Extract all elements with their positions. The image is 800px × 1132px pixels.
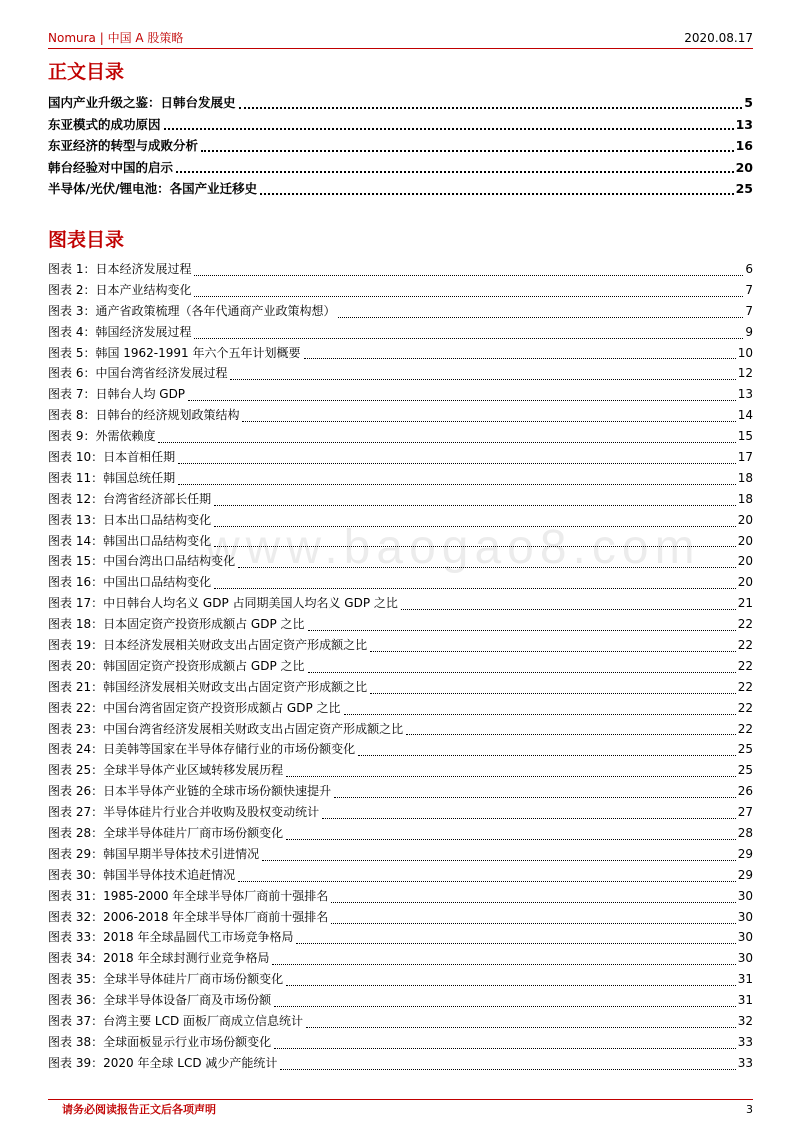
- figure-entry-page: 29: [737, 867, 753, 882]
- figure-entry-title: 图表 33：2018 年全球晶圆代工市场竞争格局: [48, 930, 294, 945]
- dot-leader: [308, 630, 736, 631]
- figure-entry-title: 图表 2：日本产业结构变化: [48, 282, 192, 297]
- figure-entry-title: 图表 22：中国台湾省固定资产投资形成额占 GDP 之比: [48, 700, 341, 715]
- figure-entry-page: 20: [737, 512, 753, 527]
- figure-index-list: [48, 259, 753, 1074]
- figure-entry-page: 14: [737, 408, 753, 423]
- dot-leader: [358, 755, 736, 756]
- figure-entry-title: 图表 19：日本经济发展相关财政支出占固定资产形成额之比: [48, 638, 368, 653]
- dot-leader: [331, 923, 735, 924]
- figure-entry-title: 图表 29：韩国早期半导体技术引进情况: [48, 846, 260, 861]
- figure-entry-title: 图表 21：韩国经济发展相关财政支出占固定资产形成额之比: [48, 679, 368, 694]
- figure-entry[interactable]: [48, 1011, 753, 1032]
- figure-entry[interactable]: [48, 384, 753, 405]
- disclaimer-note: 请务必阅读报告正文后各项声明: [62, 1103, 216, 1116]
- toc-entry-page: 13: [735, 116, 753, 132]
- dot-leader: [272, 964, 735, 965]
- dot-leader: [214, 588, 736, 589]
- dot-leader: [158, 442, 735, 443]
- toc-entry[interactable]: [48, 114, 753, 136]
- figure-entry-title: 图表 23：中国台湾省经济发展相关财政支出占固定资产形成额之比: [48, 721, 404, 736]
- figure-entry[interactable]: [48, 823, 753, 844]
- toc-entry-title: 东亚模式的成功原因: [48, 116, 161, 132]
- dot-leader: [406, 734, 736, 735]
- figure-entry[interactable]: [48, 259, 753, 280]
- page-header: [48, 30, 753, 46]
- figure-entry[interactable]: [48, 426, 753, 447]
- figure-entry[interactable]: [48, 677, 753, 698]
- toc-entry-page: 20: [735, 159, 753, 175]
- figure-entry-title: 图表 9：外需依赖度: [48, 429, 156, 444]
- dot-leader: [286, 985, 736, 986]
- figure-entry-page: 31: [737, 993, 753, 1008]
- figure-entry-page: 22: [737, 721, 753, 736]
- dot-leader: [230, 379, 735, 380]
- dot-leader: [370, 651, 736, 652]
- figure-entry-title: 图表 17：中日韩台人均名义 GDP 占同期美国人均名义 GDP 之比: [48, 596, 398, 611]
- figure-entry-title: 图表 5：韩国 1962-1991 年六个五年计划概要: [48, 345, 301, 360]
- figure-entry-page: 9: [745, 324, 753, 339]
- dot-leader: [238, 881, 736, 882]
- figure-entry-page: 7: [745, 303, 753, 318]
- figure-index-heading: 图表目录: [48, 229, 125, 251]
- dot-leader: [164, 128, 734, 130]
- figure-entry[interactable]: [48, 865, 753, 886]
- toc-list: [48, 92, 753, 200]
- figure-entry-page: 20: [737, 554, 753, 569]
- figure-entry[interactable]: [48, 1032, 753, 1053]
- figure-entry[interactable]: [48, 656, 753, 677]
- footer-divider: [48, 1099, 753, 1100]
- toc-entry-page: 25: [735, 181, 753, 197]
- dot-leader: [306, 1027, 736, 1028]
- dot-leader: [260, 193, 733, 195]
- figure-entry-title: 图表 1：日本经济发展过程: [48, 261, 192, 276]
- figure-entry[interactable]: [48, 301, 753, 322]
- figure-entry-title: 图表 26：日本半导体产业链的全球市场份额快速提升: [48, 784, 332, 799]
- dot-leader: [274, 1048, 736, 1049]
- figure-entry-title: 图表 20：韩国固定资产投资形成额占 GDP 之比: [48, 658, 305, 673]
- figure-entry-title: 图表 35：全球半导体硅片厂商市场份额变化: [48, 972, 284, 987]
- dot-leader: [274, 1006, 736, 1007]
- toc-entry[interactable]: [48, 92, 753, 114]
- dot-leader: [331, 902, 735, 903]
- toc-entry-page: 5: [744, 95, 753, 110]
- figure-entry-title: 图表 14：韩国出口品结构变化: [48, 533, 212, 548]
- dot-leader: [401, 609, 736, 610]
- figure-entry-page: 33: [737, 1055, 753, 1070]
- dot-leader: [322, 818, 736, 819]
- figure-entry[interactable]: [48, 322, 753, 343]
- figure-entry-page: 31: [737, 972, 753, 987]
- dot-leader: [214, 505, 736, 506]
- dot-leader: [370, 693, 736, 694]
- dot-leader: [188, 400, 736, 401]
- figure-entry-page: 12: [737, 366, 753, 381]
- figure-entry-page: 17: [737, 450, 753, 464]
- dot-leader: [194, 296, 743, 297]
- figure-entry-title: 图表 12：台湾省经济部长任期: [48, 491, 212, 506]
- figure-entry-page: 22: [737, 617, 753, 632]
- figure-entry-page: 22: [737, 658, 753, 673]
- figure-entry-page: 18: [737, 470, 753, 485]
- dot-leader: [334, 797, 736, 798]
- figure-entry-page: 7: [745, 282, 753, 297]
- figure-entry-page: 29: [737, 846, 753, 861]
- figure-entry[interactable]: [48, 802, 753, 823]
- toc-entry[interactable]: [48, 178, 753, 200]
- figure-entry-page: 15: [737, 429, 753, 444]
- figure-entry[interactable]: [48, 572, 753, 593]
- figure-entry-page: 27: [737, 805, 753, 820]
- page-number: 3: [746, 1103, 753, 1116]
- figure-entry-title: 图表 39：2020 年全球 LCD 减少产能统计: [48, 1055, 278, 1070]
- toc-entry[interactable]: [48, 157, 753, 179]
- figure-entry-page: 18: [737, 491, 753, 506]
- figure-entry-title: 图表 24：日美韩等国家在半导体存储行业的市场份额变化: [48, 742, 356, 757]
- figure-entry[interactable]: [48, 635, 753, 656]
- figure-entry-page: 32: [737, 1014, 753, 1029]
- figure-entry-title: 图表 34：2018 年全球封测行业竞争格局: [48, 951, 270, 966]
- dot-leader: [262, 860, 736, 861]
- figure-entry-title: 图表 13：日本出口品结构变化: [48, 512, 212, 527]
- figure-entry-page: 33: [737, 1034, 753, 1049]
- figure-entry-page: 28: [737, 826, 753, 841]
- figure-entry[interactable]: [48, 468, 753, 489]
- figure-entry-page: 30: [737, 888, 753, 903]
- figure-entry-title: 图表 15：中国台湾出口品结构变化: [48, 554, 236, 569]
- figure-entry-title: 图表 38：全球面板显示行业市场份额变化: [48, 1034, 272, 1049]
- figure-entry-title: 图表 8：日韩台的经济规划政策结构: [48, 408, 240, 423]
- figure-entry[interactable]: [48, 698, 753, 719]
- dot-leader: [194, 338, 743, 339]
- toc-entry-title: 东亚经济的转型与成败分析: [48, 138, 199, 154]
- figure-entry-page: 25: [737, 763, 753, 778]
- figure-entry[interactable]: [48, 489, 753, 510]
- header-date: 2020.08.17: [684, 31, 753, 45]
- figure-entry-page: 10: [737, 345, 753, 360]
- figure-entry-title: 图表 11：韩国总统任期: [48, 470, 176, 485]
- dot-leader: [242, 421, 735, 422]
- figure-entry-page: 22: [737, 679, 753, 694]
- dot-leader: [304, 358, 736, 359]
- figure-entry-title: 图表 31：1985-2000 年全球半导体厂商前十强排名: [48, 888, 329, 903]
- dot-leader: [194, 275, 743, 276]
- dot-leader: [286, 839, 736, 840]
- figure-entry-page: 6: [745, 261, 753, 276]
- figure-entry-page: 30: [737, 930, 753, 945]
- figure-entry[interactable]: [48, 990, 753, 1011]
- header-brand: Nomura | 中国 A 股策略: [48, 31, 184, 45]
- figure-entry-page: 21: [737, 596, 753, 611]
- figure-entry-title: 图表 4：韩国经济发展过程: [48, 324, 192, 339]
- figure-entry-title: 图表 7：日韩台人均 GDP: [48, 387, 186, 402]
- figure-entry[interactable]: [48, 280, 753, 301]
- figure-entry[interactable]: [48, 969, 753, 990]
- toc-entry-page: 16: [735, 138, 753, 154]
- figure-entry-page: 20: [737, 575, 753, 590]
- figure-entry-title: 图表 18：日本固定资产投资形成额占 GDP 之比: [48, 617, 305, 632]
- dot-leader: [286, 776, 736, 777]
- figure-entry-title: 图表 27：半导体硅片行业合并收购及股权变动统计: [48, 805, 320, 820]
- toc-entry[interactable]: [48, 135, 753, 157]
- dot-leader: [178, 484, 736, 485]
- figure-entry-page: 20: [737, 533, 753, 548]
- figure-entry-page: 22: [737, 638, 753, 653]
- figure-entry[interactable]: [48, 781, 753, 802]
- figure-entry-page: 30: [737, 951, 753, 966]
- figure-entry-page: 13: [737, 387, 753, 402]
- figure-entry-title: 图表 30：韩国半导体技术追赶情况: [48, 867, 236, 882]
- figure-entry[interactable]: [48, 760, 753, 781]
- figure-entry[interactable]: [48, 719, 753, 740]
- figure-entry[interactable]: [48, 928, 753, 949]
- figure-entry[interactable]: [48, 739, 753, 760]
- figure-entry[interactable]: [48, 1053, 753, 1074]
- figure-entry[interactable]: [48, 447, 753, 468]
- figure-entry[interactable]: [48, 405, 753, 426]
- dot-leader: [296, 943, 735, 944]
- figure-entry[interactable]: [48, 886, 753, 907]
- dot-leader: [178, 463, 736, 464]
- figure-entry-title: 图表 37：台湾主要 LCD 面板厂商成立信息统计: [48, 1014, 304, 1029]
- figure-entry-title: 图表 10：日本首相任期: [48, 450, 176, 464]
- watermark: www.baogao8.com: [205, 521, 701, 574]
- figure-entry[interactable]: [48, 363, 753, 384]
- dot-leader: [176, 171, 734, 173]
- figure-entry[interactable]: [48, 844, 753, 865]
- toc-entry-title: 韩台经验对中国的启示: [48, 159, 174, 175]
- dot-leader: [280, 1069, 735, 1070]
- figure-entry-page: 22: [737, 700, 753, 715]
- dot-leader: [239, 107, 743, 109]
- figure-entry-title: 图表 3：通产省政策梳理（各年代通商产业政策构想）: [48, 303, 336, 318]
- dot-leader: [308, 672, 736, 673]
- dot-leader: [201, 150, 734, 152]
- figure-entry[interactable]: [48, 948, 753, 969]
- figure-entry-title: 图表 16：中国出口品结构变化: [48, 575, 212, 590]
- toc-heading: 正文目录: [48, 61, 125, 83]
- figure-entry-page: 26: [737, 784, 753, 799]
- figure-entry-title: 图表 32：2006-2018 年全球半导体厂商前十强排名: [48, 909, 329, 924]
- figure-entry-title: 图表 36：全球半导体设备厂商及市场份额: [48, 993, 272, 1008]
- figure-entry[interactable]: [48, 593, 753, 614]
- figure-entry[interactable]: [48, 343, 753, 364]
- figure-entry-title: 图表 28：全球半导体硅片厂商市场份额变化: [48, 826, 284, 841]
- dot-leader: [338, 317, 743, 318]
- figure-entry-page: 30: [737, 909, 753, 924]
- dot-leader: [344, 714, 736, 715]
- toc-entry-title: 半导体/光伏/锂电池：各国产业迁移史: [48, 181, 258, 197]
- header-divider: [48, 48, 753, 49]
- figure-entry-title: 图表 6：中国台湾省经济发展过程: [48, 366, 228, 381]
- figure-entry-page: 25: [737, 742, 753, 757]
- figure-entry[interactable]: [48, 907, 753, 928]
- figure-entry[interactable]: [48, 614, 753, 635]
- figure-entry-title: 图表 25：全球半导体产业区域转移发展历程: [48, 763, 284, 778]
- toc-entry-title: 国内产业升级之鉴：日韩台发展史: [48, 95, 236, 110]
